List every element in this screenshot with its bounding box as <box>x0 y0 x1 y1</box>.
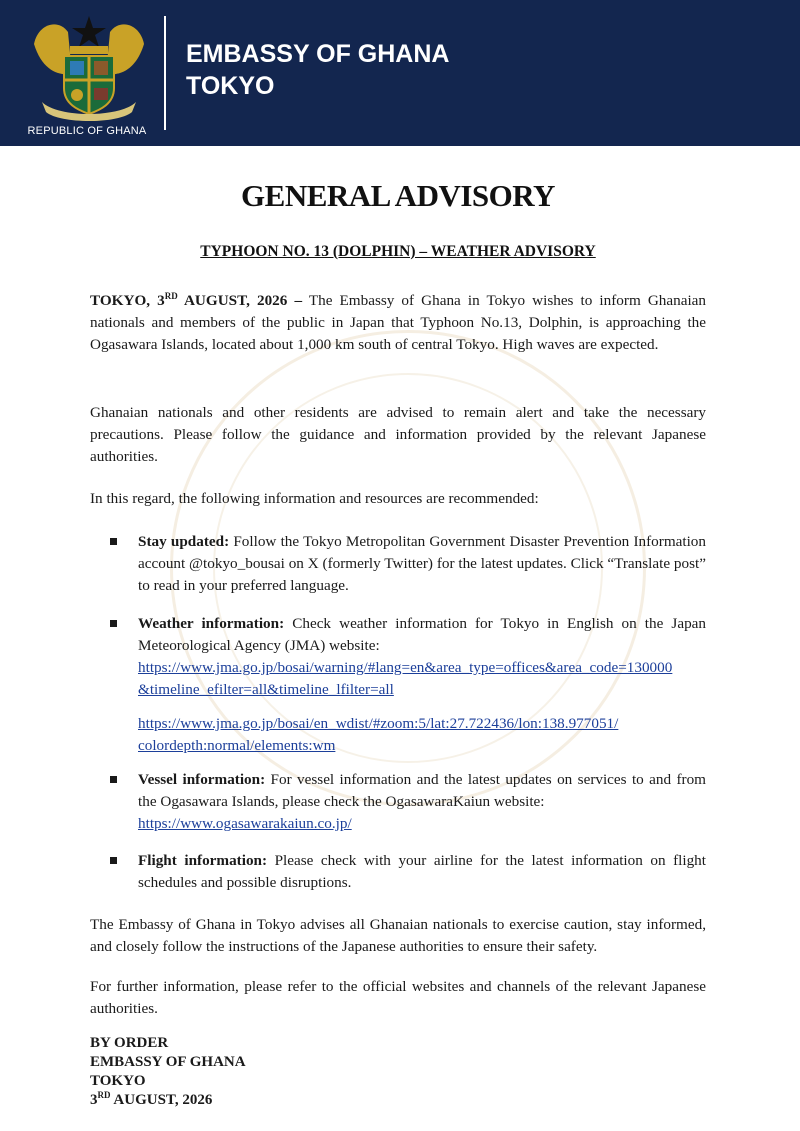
intro-paragraph <box>90 290 706 356</box>
resources-intro: In this regard, the following information and resources are recommended: <box>90 490 539 507</box>
document-subtitle: TYPHOON NO. 13 (DOLPHIN) – WEATHER ADVISORY <box>200 243 596 260</box>
signoff-block <box>90 1034 246 1110</box>
bullet-square-icon <box>110 776 117 783</box>
intro-text: The Embassy of Ghana in Tokyo wishes to inform Ghanaian nationals and members of the public in Japan that Typhoon No.13, Dolphin, is approaching the Ogasawara Islands, located about 1,000 km south of central Tokyo. High waves are expected. <box>90 292 707 353</box>
embassy-name-line2: TOKYO <box>186 72 275 100</box>
jma-warning-link[interactable] <box>138 657 706 701</box>
bullet-heading: Stay updated: <box>138 533 230 550</box>
bullet-body: Check weather information for Tokyo in English on the Japan Meteorological Agency (JMA) website: <box>138 615 706 654</box>
header-divider <box>164 16 166 130</box>
embassy-header <box>0 0 800 146</box>
bullet-text <box>138 531 706 597</box>
signoff-city: TOKYO <box>90 1073 146 1089</box>
bullet-text <box>138 850 706 894</box>
signoff-date-prefix: 3 <box>90 1092 98 1108</box>
bullet-square-icon <box>110 857 117 864</box>
bullet-square-icon <box>110 538 117 545</box>
bullet-body: Please check with your airline for the latest information on flight schedules and possible disruptions. <box>138 852 706 891</box>
jma-warning-link-line2: &timeline_efilter=all&timeline_lfilter=all <box>138 681 394 698</box>
bullet-square-icon <box>110 620 117 627</box>
signoff-embassy: EMBASSY OF GHANA <box>90 1054 246 1070</box>
bullet-text-links <box>138 713 706 757</box>
bullet-body: Follow the Tokyo Metropolitan Government Disaster Prevention Information account @tokyo_bousai on X (formerly Twitter) for the latest updates. Click “Translate post” to read in your preferred language. <box>138 533 706 594</box>
embassy-name-line1: EMBASSY OF GHANA <box>186 40 450 68</box>
jma-wdist-link-line2: colordepth:normal/elements:wm <box>138 737 336 754</box>
bullet-heading: Flight information: <box>138 852 268 869</box>
bullet-text <box>138 769 706 835</box>
further-info-paragraph: For further information, please refer to the official websites and channels of the relevant Japanese authorities. <box>90 978 706 1017</box>
jma-wdist-link-line1: https://www.jma.go.jp/bosai/en_wdist/#zoom:5/lat:27.722436/lon:138.977051/ <box>138 715 619 732</box>
bullet-text <box>138 613 706 701</box>
jma-wdist-link[interactable] <box>138 713 706 757</box>
signoff-date-suffix: AUGUST, 2026 <box>110 1092 213 1108</box>
signoff-date-sup: RD <box>97 1090 111 1100</box>
alert-paragraph: Ghanaian nationals and other residents are advised to remain alert and take the necessary precautions. Please follow the guidance and information provided by the relevant Japanese authorities. <box>90 404 706 465</box>
bullet-body: For vessel information and the latest updates on services to and from the Ogasawara Islands, please check the OgasawaraKaiun website: <box>138 771 706 810</box>
republic-label: REPUBLIC OF GHANA <box>27 125 147 137</box>
bullet-heading: Vessel information: <box>138 771 266 788</box>
dateline <box>90 292 302 309</box>
caution-paragraph: The Embassy of Ghana in Tokyo advises all Ghanaian nationals to exercise caution, stay informed, and closely follow the instructions of the Japanese authorities to ensure their safety. <box>90 916 706 955</box>
embassy-name <box>186 38 449 102</box>
dateline-prefix: TOKYO, 3 <box>90 292 165 309</box>
ghana-coat-of-arms-icon <box>28 14 150 124</box>
dateline-suffix: AUGUST, 2026 – <box>177 292 303 309</box>
signoff-by-order: BY ORDER <box>90 1035 169 1051</box>
dateline-sup: RD <box>164 290 178 301</box>
ogasawarakaiun-link[interactable]: https://www.ogasawarakaiun.co.jp/ <box>138 815 352 832</box>
signoff-date <box>90 1091 246 1110</box>
bullet-heading: Weather information: <box>138 615 285 632</box>
jma-warning-link-line1: https://www.jma.go.jp/bosai/warning/#lang=en&area_type=offices&area_code=130000 <box>138 659 673 676</box>
document-title: GENERAL ADVISORY <box>241 178 555 213</box>
